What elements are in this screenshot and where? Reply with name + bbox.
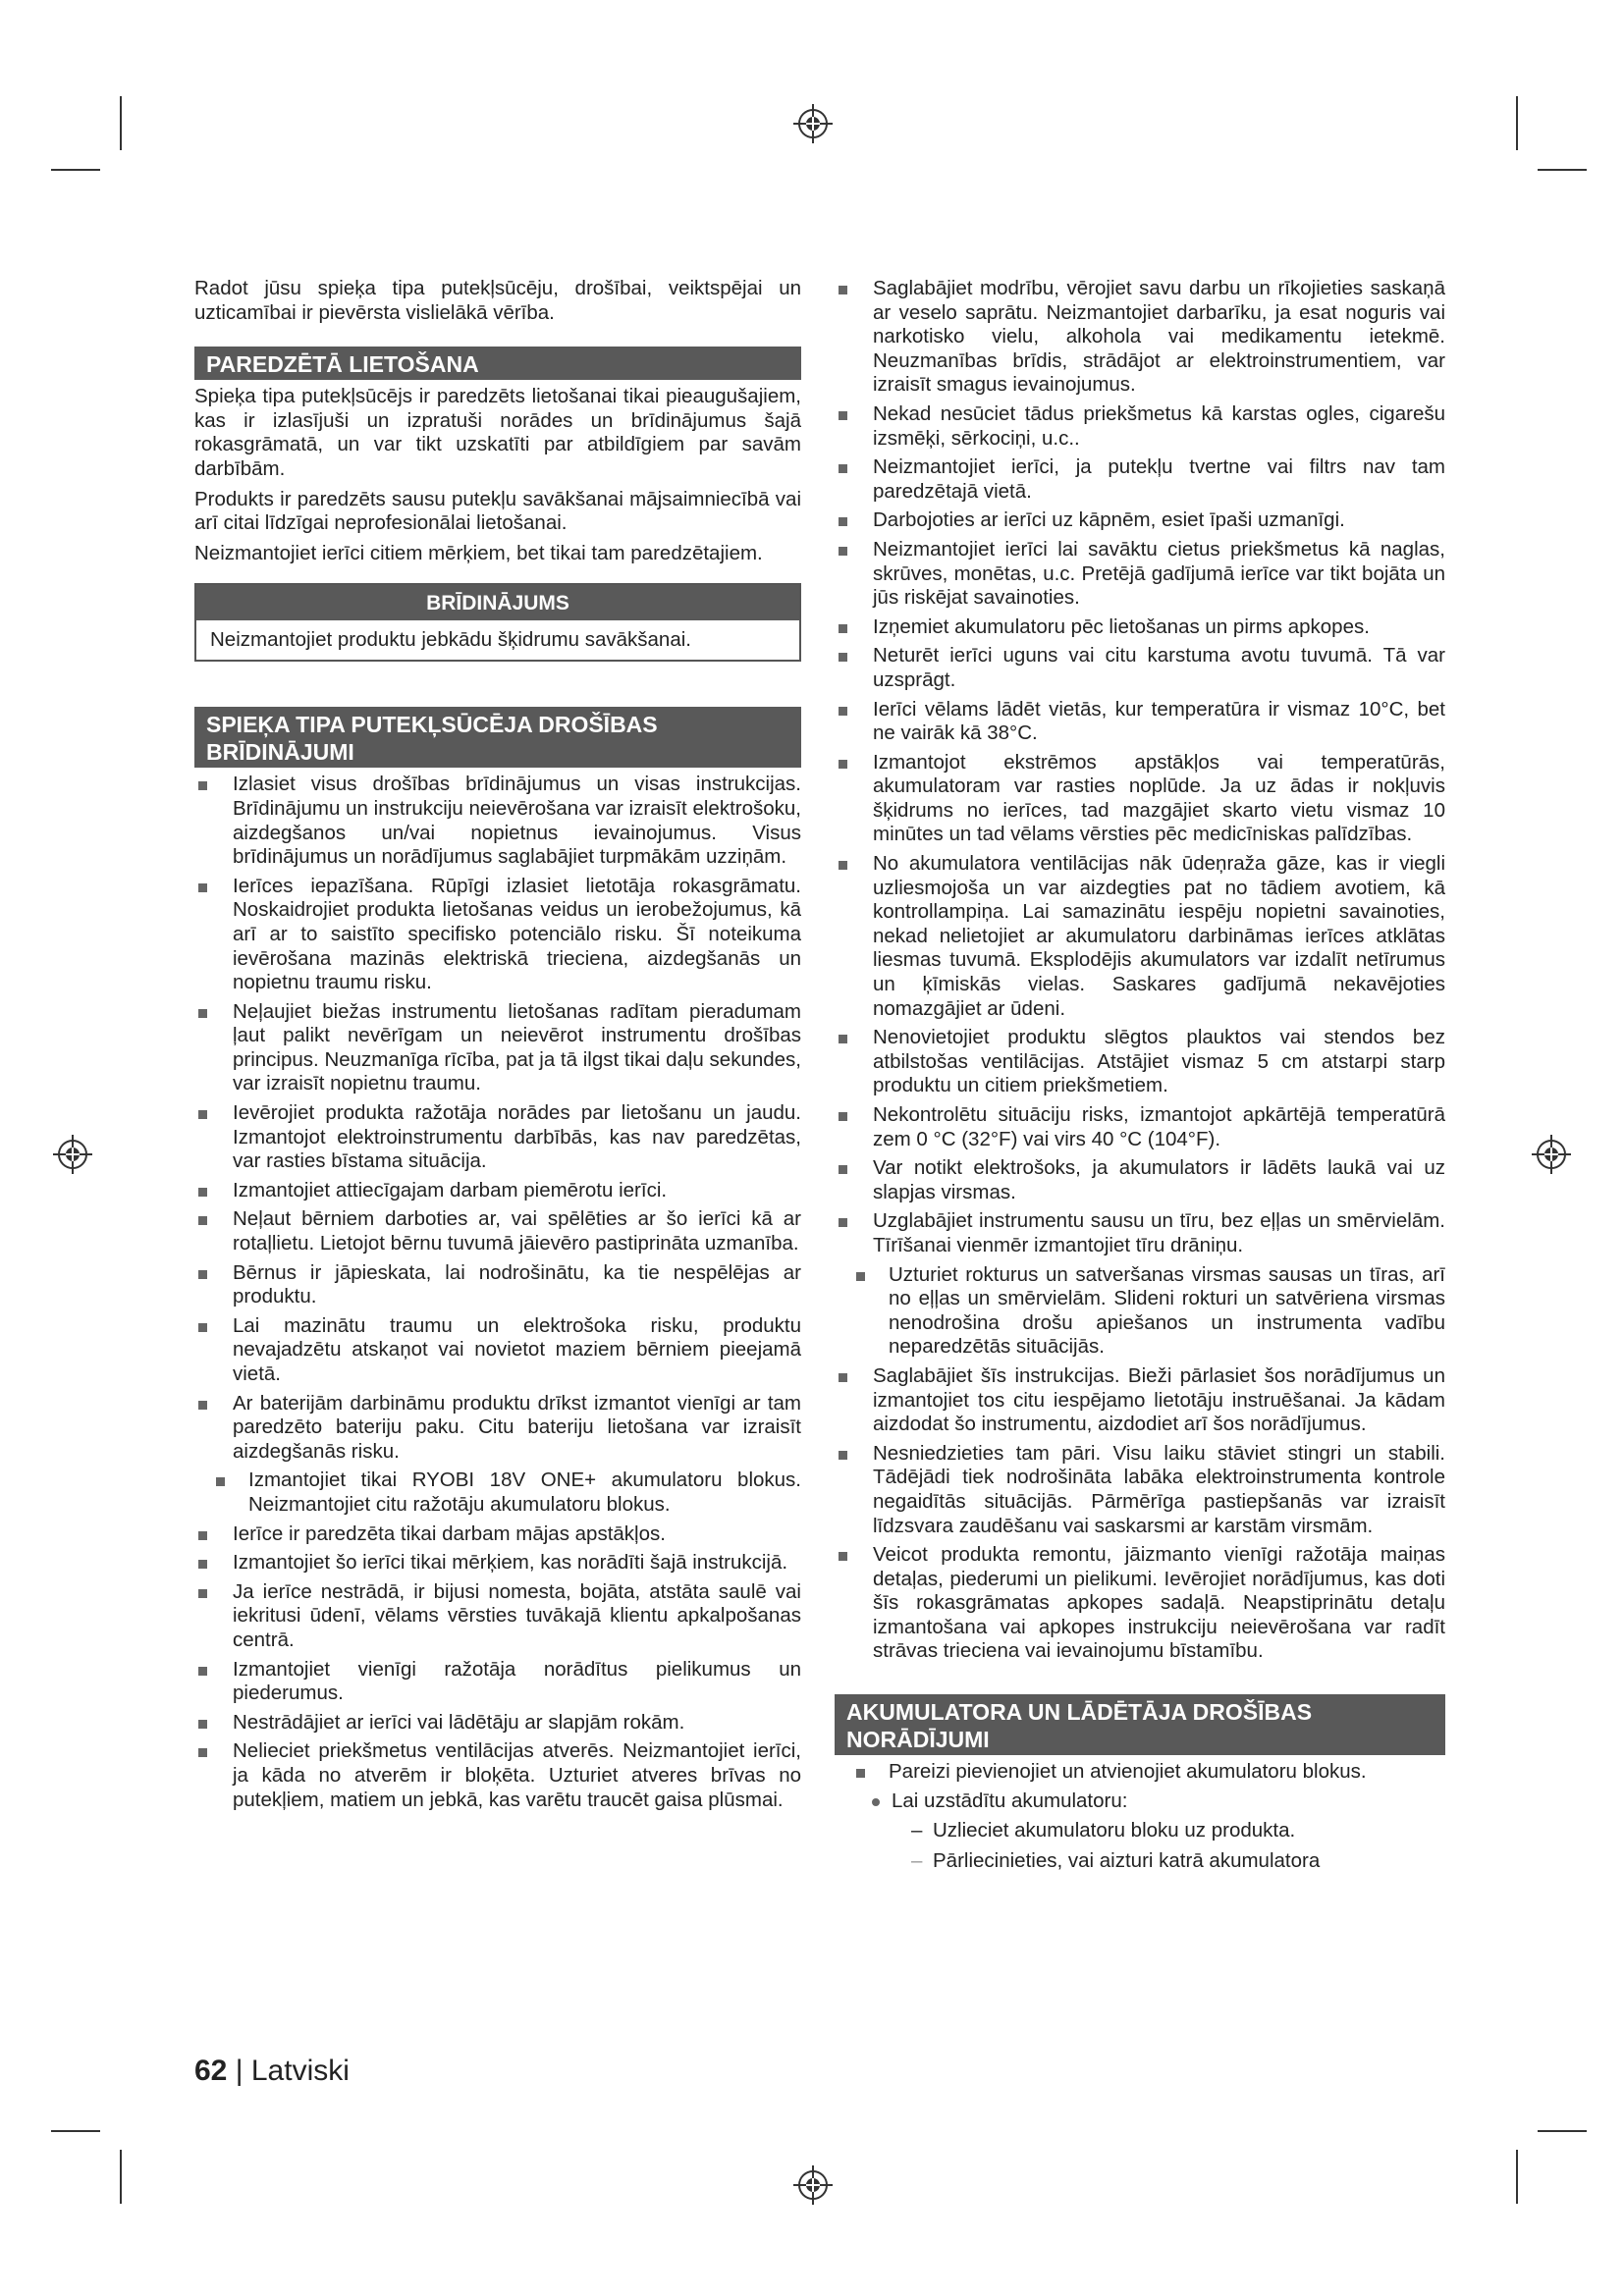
crop-mark-bottom-right-horizontal — [1538, 2130, 1587, 2132]
list-item: Neturēt ierīci uguns vai citu karstuma avotu tuvumā. Tā var uzsprāgt. — [835, 644, 1445, 692]
page-number: 62 — [194, 2055, 228, 2087]
list-item: Izlasiet visus drošības brīdinājumus un visas instrukcijas. Brīdinājumu un instrukciju neievērošana var izraisīt elektrošoku, aizdegšanos un/vai nopietnus ievainojumus. Visus brīdinājumus un norādījumus saglabājiet turpmākām uzziņām. — [194, 773, 801, 869]
list-item: Saglabājiet šīs instrukcijas. Bieži pārlasiet šos norādījumus un izmantojiet tos citu iespējamo lietotāju instruēšanai. Ja kādam aizdodat šo instrumentu, aizdodiet arī šos norādījumus. — [835, 1364, 1445, 1437]
warning-text: Neizmantojiet produktu jebkādu šķidrumu savākšanai. — [210, 628, 691, 652]
registration-mark-bottom-icon — [791, 2163, 835, 2207]
list-item: Ierīces iepazīšana. Rūpīgi izlasiet lietotāja rokasgrāmatu. Noskaidrojiet produkta lietošanas veidus un ierobežojumus, kā arī ar to saistīto specifisko potenciālo risku. Šī noteikuma ievērošana mazinās elektriskā trieciena, aizdegšanās un nopietnu traumu risku. — [194, 875, 801, 995]
list-item: Nenovietojiet produktu slēgtos plauktos vai stendos bez atbilstošas ventilācijas. Atstājiet vismaz 5 cm atstarpi starp produktu un citiem priekšmetiem. — [835, 1026, 1445, 1098]
list-item: Lai mazinātu traumu un elektrošoka risku, produktu nevajadzētu atskaņot vai novietot maziem bērniem pieejamā vietā. — [194, 1314, 801, 1387]
list-item: Izņemiet akumulatoru pēc lietošanas un pirms apkopes. — [835, 615, 1445, 640]
list-item: Nekad nesūciet tādus priekšmetus kā karstas ogles, cigarešu izsmēķi, sērkociņi, u.c.. — [835, 402, 1445, 451]
crop-mark-top-right-horizontal — [1538, 169, 1587, 171]
footer-language: Latviski — [250, 2055, 350, 2087]
list-item: Bērnus ir jāpieskata, lai nodrošinātu, ka tie nespēlējas ar produktu. — [194, 1261, 801, 1309]
section-heading-intended-use: PAREDZĒTĀ LIETOŠANA — [194, 347, 801, 380]
dash-list-item: – Pārliecinieties, vai aizturi katrā akumulatora — [835, 1849, 1445, 1874]
page-footer — [194, 2055, 350, 2088]
warning-box — [194, 583, 801, 662]
dash-list-item: – Uzlieciet akumulatoru bloku uz produkta. — [835, 1819, 1445, 1843]
registration-mark-top-icon — [791, 102, 835, 145]
list-item: Darbojoties ar ierīci uz kāpnēm, esiet īpaši uzmanīgi. — [835, 508, 1445, 533]
sub-list-item: Lai uzstādītu akumulatoru: — [835, 1789, 1445, 1814]
list-item: Izmantojot ekstrēmos apstākļos vai temperatūrās, akumulatoram var rasties noplūde. Ja uz ādas ir nokļuvis šķidrums no ierīces, tad mazgājiet skarto vietu vismaz 10 minūtes un tad vēlams vērsties pēc medicīniskas palīdzības. — [835, 751, 1445, 847]
list-item: Ierīce ir paredzēta tikai darbam mājas apstākļos. — [194, 1522, 801, 1547]
list-item: Ar baterijām darbināmu produktu drīkst izmantot vienīgi ar tam paredzēto bateriju paku. Citu bateriju lietošana var izraisīt aizdegšanās risku. — [194, 1392, 801, 1465]
list-item: Izmantojiet tikai RYOBI 18V ONE+ akumulatoru blokus. Neizmantojiet citu ražotāju akumulatoru blokus. — [214, 1468, 801, 1517]
list-item: Izmantojiet vienīgi ražotāja norādītus pielikumus un piederumus. — [194, 1658, 801, 1706]
list-item: Nekontrolētu situāciju risks, izmantojot apkārtējā temperatūrā zem 0 °C (32°F) vai virs 40 °C (104°F). — [835, 1103, 1445, 1151]
list-item: Veicot produkta remontu, jāizmanto vienīgi ražotāja maiņas detaļas, piederumi un pielikumi. Ievērojiet norādījumus, kas doti šīs rokasgrāmatas apkopes sadaļā. Neapstiprinātu detaļu izmantošana vai apkopes instrukciju neievērošana var radīt strāvas trieciena vai ievainojumu bīstamību. — [835, 1543, 1445, 1664]
list-item: Nesniedzieties tam pāri. Visu laiku stāviet stingri un stabili. Tādējādi tiek nodrošināta labāka elektroinstrumenta kontrole negaidītās situācijās. Pārmērīga pastiepšanās var izraisīt līdzsvara zaudēšanu vai saskarsmi ar karstām virsmām. — [835, 1442, 1445, 1538]
list-item: Izmantojiet attiecīgajam darbam piemērotu ierīci. — [194, 1179, 801, 1203]
list-item: Uzturiet rokturus un satveršanas virsmas sausas un tīras, arī no eļļas un smērvielām. Slideni rokturi un satvēriena virsmas nenodrošina drošu apiešanos un instrumenta vadību neparedzētās situācijās. — [854, 1263, 1445, 1360]
list-item: Neļaujiet biežas instrumentu lietošanas radītam pieradumam ļaut palikt nevērīgam un neievērot instrumentu drošības principus. Neuzmanīga rīcība, pat ja tā ilgst tikai daļu sekundes, var izraisīt nopietnu traumu. — [194, 1000, 801, 1096]
list-item: Nestrādājiet ar ierīci vai lādētāju ar slapjām rokām. — [194, 1711, 801, 1735]
registration-mark-left-icon — [51, 1133, 94, 1176]
list-item: Pareizi pievienojiet un atvienojiet akumulatoru blokus. — [854, 1760, 1445, 1785]
list-item: Ja ierīce nestrādā, ir bijusi nomesta, bojāta, atstāta saulē vai iekritusi ūdenī, vēlams vērsties tuvākajā klientu apkalpošanas centrā. — [194, 1580, 801, 1653]
list-item: Ierīci vēlams lādēt vietās, kur temperatūra ir vismaz 10°C, bet ne vairāk kā 38°C. — [835, 698, 1445, 746]
crop-mark-bottom-left-vertical — [120, 2150, 122, 2204]
list-item: Neizmantojiet ierīci, ja putekļu tvertne vai filtrs nav tam paredzētajā vietā. — [835, 455, 1445, 504]
registration-mark-right-icon — [1530, 1133, 1573, 1176]
list-item: Nelieciet priekšmetus ventilācijas atverēs. Neizmantojiet ierīci, ja kāda no atverēm ir bloķēta. Uzturiet atveres brīvas no putekļiem, matiem un jebkā, kas varētu traucēt gaisa plūsmai. — [194, 1739, 801, 1812]
list-item: Saglabājiet modrību, vērojiet savu darbu un rīkojieties saskaņā ar veselo saprātu. Neizmantojiet darbarīku, ja esat noguris vai narkotisko vielu, alkohola vai medikamentu ietekmē. Neuzmanības brīdis, strādājot ar elektroinstrumentiem, var izraisīt smagus ievainojumus. — [835, 277, 1445, 398]
crop-mark-top-left-horizontal — [51, 169, 100, 171]
right-column — [835, 277, 1445, 1877]
intended-use-paragraph: Produkts ir paredzēts sausu putekļu savākšanai mājsaimniecībā vai arī citai līdzīgai neprofesionālai lietošanai. — [194, 487, 801, 535]
intro-paragraph: Radot jūsu spieķa tipa putekļsūcēju, drošībai, veiktspējai un uzticamībai ir pievērsta vislielākā vērība. — [194, 277, 801, 324]
section-heading-safety-warnings: SPIEĶA TIPA PUTEKĻSŪCĒJA DROŠĪBAS BRĪDINĀJUMI — [194, 707, 801, 768]
intended-use-paragraph: Spieķa tipa putekļsūcējs ir paredzēts lietošanai tikai pieaugušajiem, kas ir izlasījuši un izpratuši norādes un brīdinājumus šajā rokasgrāmatā, un var tikt uzskatīti par atbildīgiem par savām darbībām. — [194, 385, 801, 480]
section-heading-battery-charger-safety: AKUMULATORA UN LĀDĒTĀJA DROŠĪBAS NORĀDĪJUMI — [835, 1694, 1445, 1755]
crop-mark-bottom-right-vertical — [1516, 2150, 1518, 2204]
crop-mark-top-left-vertical — [120, 96, 122, 150]
crop-mark-top-right-vertical — [1516, 96, 1518, 150]
safety-warnings-list-continued — [835, 277, 1445, 1664]
footer-separator: | — [235, 2055, 244, 2087]
list-item: Izmantojiet šo ierīci tikai mērķiem, kas norādīti šajā instrukcijā. — [194, 1551, 801, 1575]
list-item: No akumulatora ventilācijas nāk ūdeņraža gāze, kas ir viegli uzliesmojoša un var aizdegties pat no tādiem avotiem, kā kontrollampiņa. Lai samazinātu iespēju nopietni savainoties, nekad nelietojiet ar akumulatoru darbināmas ierīces atklātas liesmas tuvumā. Eksplodējis akumulators var izdalīt netīrumus un ķīmiskās vielas. Saskares gadījumā nekavējoties nomazgājiet ar ūdeni. — [835, 852, 1445, 1021]
safety-warnings-list — [194, 773, 801, 1812]
list-item: Uzglabājiet instrumentu sausu un tīru, bez eļļas un smērvielām. Tīrīšanai vienmēr izmantojiet tīru drāniņu. — [835, 1209, 1445, 1257]
list-item: Neļaut bērniem darboties ar, vai spēlēties ar šo ierīci kā ar rotaļlietu. Lietojot bērnu tuvumā jāievēro pastiprināta uzmanība. — [194, 1207, 801, 1255]
warning-title: BRĪDINĀJUMS — [196, 585, 799, 620]
list-item: Ievērojiet produkta ražotāja norādes par lietošanu un jaudu. Izmantojot elektroinstrumentu darbībās, kas nav paredzētas, var rasties bīstama situācija. — [194, 1101, 801, 1174]
intended-use-paragraph: Neizmantojiet ierīci citiem mērķiem, bet tikai tam paredzētajiem. — [194, 541, 763, 564]
left-column — [194, 277, 801, 1817]
crop-mark-bottom-left-horizontal — [51, 2130, 100, 2132]
battery-safety-list — [835, 1760, 1445, 1785]
list-item: Neizmantojiet ierīci lai savāktu cietus priekšmetus kā naglas, skrūves, monētas, u.c. Pretējā gadījumā ierīce var tikt bojāta un jūs riskējat savainoties. — [835, 538, 1445, 611]
list-item: Var notikt elektrošoks, ja akumulators ir lādēts laukā vai uz slapjas virsmas. — [835, 1156, 1445, 1204]
